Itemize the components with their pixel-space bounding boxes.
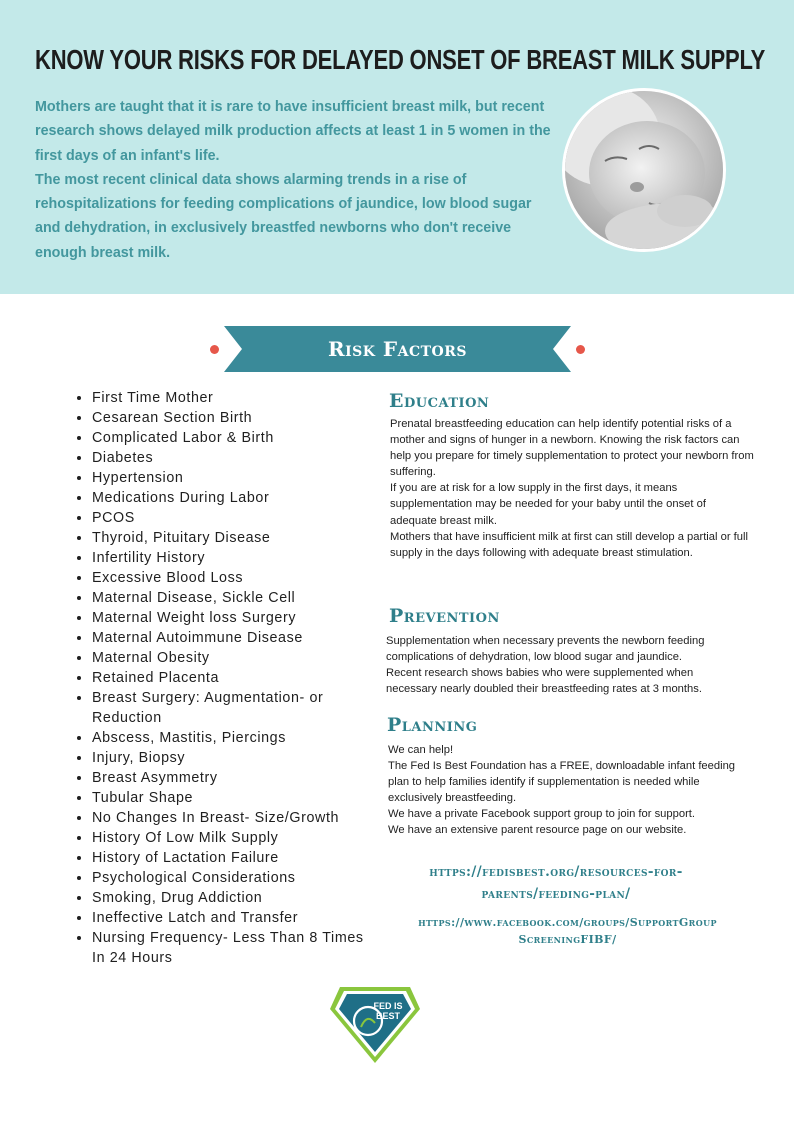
risk-factor-item: • Psychological Considerations xyxy=(92,868,372,888)
risk-factor-item: • Cesarean Section Birth xyxy=(92,408,372,428)
planning-paragraph: We can help! xyxy=(388,744,454,756)
facebook-group-link-line-1[interactable]: https://www.facebook.com/groups/SupportGroup xyxy=(418,916,717,929)
risk-factor-item: • Hypertension xyxy=(92,468,372,488)
planning-paragraph: We have a private Facebook support group to join for support. xyxy=(388,808,696,821)
intro-paragraph-1: Mothers are taught that it is rare to have insufficient breast milk, but recent research shows delayed milk production affects at least 1 in 5 women in the first days of an infant's life. xyxy=(35,99,551,164)
risk-factor-item: • Tubular Shape xyxy=(92,788,372,808)
planning-paragraph: The Fed Is Best Foundation has a FREE, downloadable infant feeding plan to help families identify if supplementation is needed while exclusively breastfeeding. xyxy=(388,760,736,805)
planning-paragraph: We have an extensive parent resource page on our website. xyxy=(388,824,687,837)
risk-factor-item: • Maternal Autoimmune Disease xyxy=(92,628,372,648)
education-heading: Education xyxy=(389,390,490,412)
prevention-paragraph: Recent research shows babies who were supplemented when necessary nearly doubled their breastfeeding rates at 3 months. xyxy=(386,667,702,696)
risk-factor-item: • Breast Surgery: Augmentation- or Reduction xyxy=(92,688,372,728)
risk-factor-item: • PCOS xyxy=(92,508,372,528)
risk-factor-item: • Ineffective Latch and Transfer xyxy=(92,908,372,928)
education-paragraph: Prenatal breastfeeding education can help identify potential risks of a mother and signs of hunger in a newborn. Knowing the risk factors can help you prepare for timely supplementation to protect your newborn from suffering. xyxy=(390,418,754,479)
logo-text-line-1: FED IS xyxy=(373,1001,403,1011)
risk-factor-item: • Maternal Disease, Sickle Cell xyxy=(92,588,372,608)
risk-factor-item: • Infertility History xyxy=(92,548,372,568)
fed-is-best-logo xyxy=(328,985,422,1065)
risk-factor-item: • Diabetes xyxy=(92,448,372,468)
facebook-group-link[interactable] xyxy=(395,914,740,948)
risk-factor-item: • Medications During Labor xyxy=(92,488,372,508)
risk-factor-item: • Retained Placenta xyxy=(92,668,372,688)
risk-factor-item: • History Of Low Milk Supply xyxy=(92,828,372,848)
risk-factor-item: • History of Lactation Failure xyxy=(92,848,372,868)
facebook-group-link-line-2[interactable]: ScreeningFIBF/ xyxy=(518,933,617,946)
intro-paragraph-2: The most recent clinical data shows alarming trends in a rise of rehospitalizations for feeding complications of jaundice, low blood sugar and dehydration, in exclusively breastfed newborns who don't receive enough breast milk. xyxy=(35,171,532,261)
feeding-plan-link[interactable] xyxy=(395,861,717,905)
risk-factor-item: • Smoking, Drug Addiction xyxy=(92,888,372,908)
risk-factor-item: • No Changes In Breast- Size/Growth xyxy=(92,808,372,828)
risk-factor-item: • Maternal Obesity xyxy=(92,648,372,668)
sleeping-baby-photo xyxy=(562,88,726,252)
prevention-body xyxy=(386,633,746,697)
risk-factors-banner xyxy=(210,326,585,372)
planning-heading: Planning xyxy=(387,714,478,736)
page-title: KNOW YOUR RISKS FOR DELAYED ONSET OF BREAST MILK SUPPLY xyxy=(35,44,766,76)
risk-factor-item: • Breast Asymmetry xyxy=(92,768,372,788)
prevention-heading: Prevention xyxy=(389,605,500,627)
feeding-plan-link-line-2[interactable]: parents/feeding-plan/ xyxy=(481,886,631,902)
sleeping-baby-illustration xyxy=(565,91,723,249)
risk-factor-list xyxy=(74,388,372,968)
risk-factor-item: • Excessive Blood Loss xyxy=(92,568,372,588)
education-body xyxy=(390,416,755,561)
risk-factor-item: • Nursing Frequency- Less Than 8 Times In 24 Hours xyxy=(92,928,372,968)
risk-factor-item: • Injury, Biopsy xyxy=(92,748,372,768)
logo-text-line-2: BEST xyxy=(375,1011,401,1021)
prevention-paragraph: Supplementation when necessary prevents the newborn feeding complications of dehydration, low blood sugar and jaundice. xyxy=(386,635,705,664)
risk-factor-item: • Maternal Weight loss Surgery xyxy=(92,608,372,628)
education-paragraph: Mothers that have insufficient milk at first can still develop a partial or full supply in the days following with adequate breast stimulation. xyxy=(390,530,748,559)
planning-body xyxy=(388,742,754,839)
intro-text xyxy=(35,95,555,265)
risk-factor-item: • Thyroid, Pituitary Disease xyxy=(92,528,372,548)
risk-factor-item: • First Time Mother xyxy=(92,388,372,408)
education-paragraph: If you are at risk for a low supply in the first days, it means supplementation may be needed for your baby until the onset of adequate breast milk. xyxy=(390,482,706,527)
feeding-plan-link-line-1[interactable]: https://fedisbest.org/resources-for- xyxy=(429,864,683,880)
risk-factor-item: • Complicated Labor & Birth xyxy=(92,428,372,448)
banner-title: Risk Factors xyxy=(328,337,467,361)
risk-factor-item: • Abscess, Mastitis, Piercings xyxy=(92,728,372,748)
